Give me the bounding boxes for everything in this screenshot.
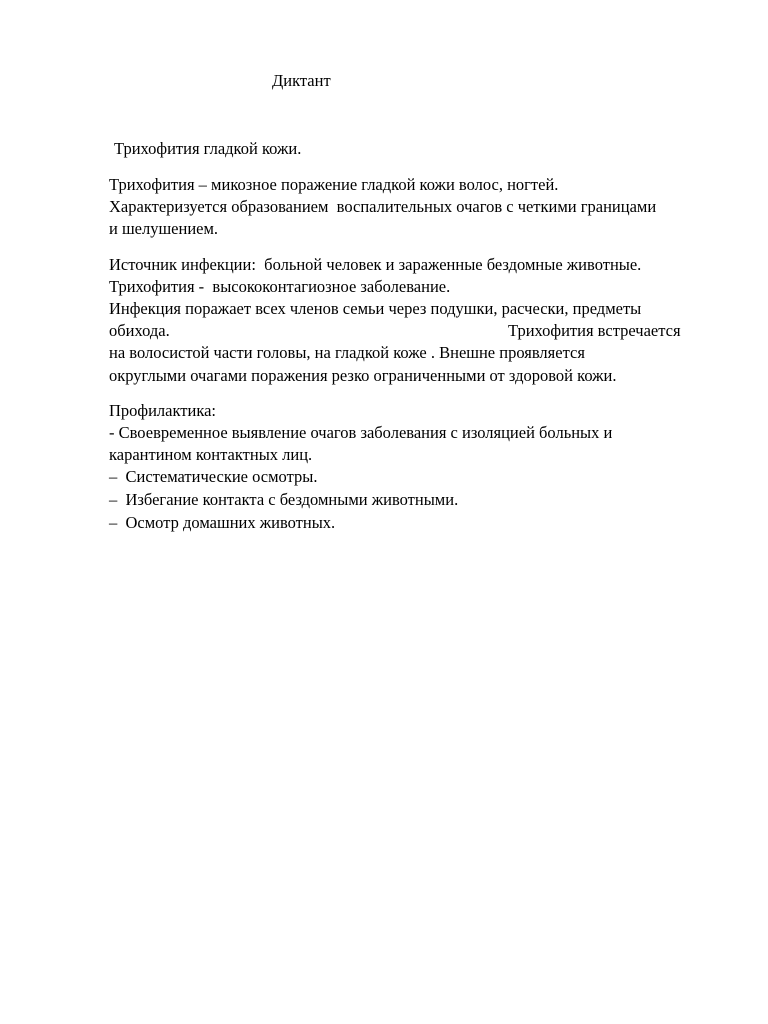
paragraph-1-line-2: Характеризуется образованием воспалительных очагов с четкими границами	[109, 197, 657, 216]
prevention-item-1-line-1: - Своевременное выявление очагов заболевания с изоляцией больных и	[109, 423, 613, 442]
prevention-heading: Профилактика:	[109, 401, 217, 420]
paragraph-2-line-6: округлыми очагами поражения резко ограниченными от здоровой кожи.	[109, 366, 617, 385]
paragraph-1-line-1: Трихофития – микозное поражение гладкой кожи волос, ногтей.	[109, 175, 559, 194]
document-title: Диктант	[272, 71, 331, 90]
paragraph-2-line-3: Инфекция поражает всех членов семьи через подушки, расчески, предметы	[109, 299, 642, 318]
paragraph-1-line-3: и шелушением.	[109, 219, 219, 238]
paragraph-2-line-1: Источник инфекции: больной человек и зараженные бездомные животные.	[109, 255, 642, 274]
paragraph-2-line-2: Трихофития - высококонтагиозное заболевание.	[109, 277, 451, 296]
prevention-item-4: – Осмотр домашних животных.	[109, 513, 336, 532]
prevention-item-2: – Систематические осмотры.	[109, 467, 318, 486]
document-subtitle: Трихофития гладкой кожи.	[114, 139, 302, 158]
paragraph-2-line-4b: Трихофития встречается	[508, 321, 681, 340]
paragraph-2-line-4a: обихода.	[109, 321, 170, 340]
prevention-item-1-line-2: карантином контактных лиц.	[109, 445, 313, 464]
prevention-item-3: – Избегание контакта с бездомными животными.	[109, 490, 459, 509]
paragraph-2-line-5: на волосистой части головы, на гладкой коже . Внешне проявляется	[109, 343, 585, 362]
